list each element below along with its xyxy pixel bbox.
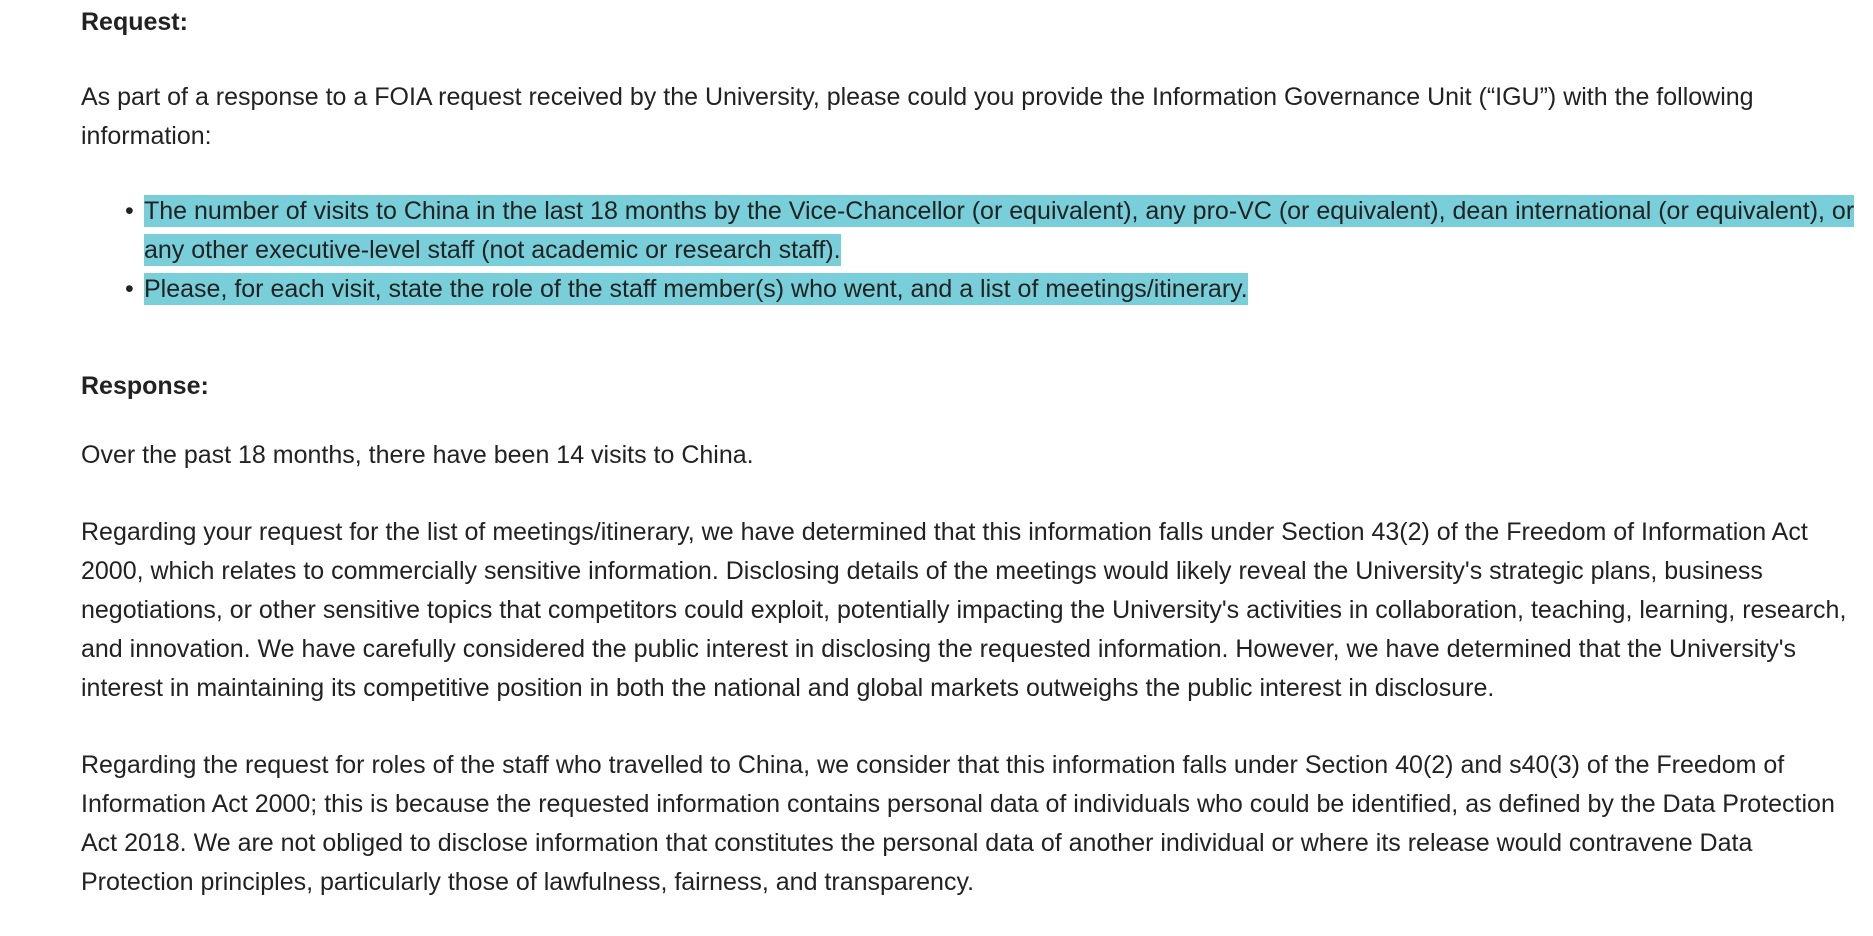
highlighted-text: Please, for each visit, state the role of the staff member(s) who went, and a list of meetings/itinerary. bbox=[144, 275, 1248, 303]
request-heading: Request: bbox=[81, 8, 188, 36]
response-paragraph: Over the past 18 months, there have been 14 visits to China. bbox=[81, 441, 754, 469]
request-intro: As part of a response to a FOIA request received by the University, please could you provide the Information Governance Unit (“IGU”) with the following information: bbox=[81, 83, 1754, 150]
bullet-icon: • bbox=[125, 275, 134, 303]
response-paragraph: Regarding your request for the list of meetings/itinerary, we have determined that this information falls under Section 43(2) of the Freedom of Information Act 2000, which relates to commercially sensitive information. Disclosing details of the meetings would likely reveal the University's strategic plans, business negotiations, or other sensitive topics that competitors could exploit, potentially impacting the University's activities in collaboration, teaching, learning, research, and innovation. We have carefully considered the public interest in disclosing the requested information. However, we have determined that the University's interest in maintaining its competitive position in both the national and global markets outweighs the public interest in disclosure. bbox=[81, 518, 1847, 702]
bullet-icon: • bbox=[125, 197, 134, 225]
response-heading: Response: bbox=[81, 372, 209, 400]
list-item bbox=[125, 270, 1861, 309]
highlighted-text: The number of visits to China in the last 18 months by the Vice-Chancellor (or equivalent), any pro-VC (or equivalent), dean international (or equivalent), or any other executive-level staff (not academic or research staff). bbox=[144, 197, 1855, 264]
response-paragraph: Regarding the request for roles of the staff who travelled to China, we consider that this information falls under Section 40(2) and s40(3) of the Freedom of Information Act 2000; this is because the requested information contains personal data of individuals who could be identified, as defined by the Data Protection Act 2018. We are not obliged to disclose information that constitutes the personal data of another individual or where its release would contravene Data Protection principles, particularly those of lawfulness, fairness, and transparency. bbox=[81, 751, 1835, 896]
request-bullet-list bbox=[81, 192, 1861, 309]
list-item bbox=[125, 192, 1861, 270]
document-body bbox=[81, 0, 1861, 902]
